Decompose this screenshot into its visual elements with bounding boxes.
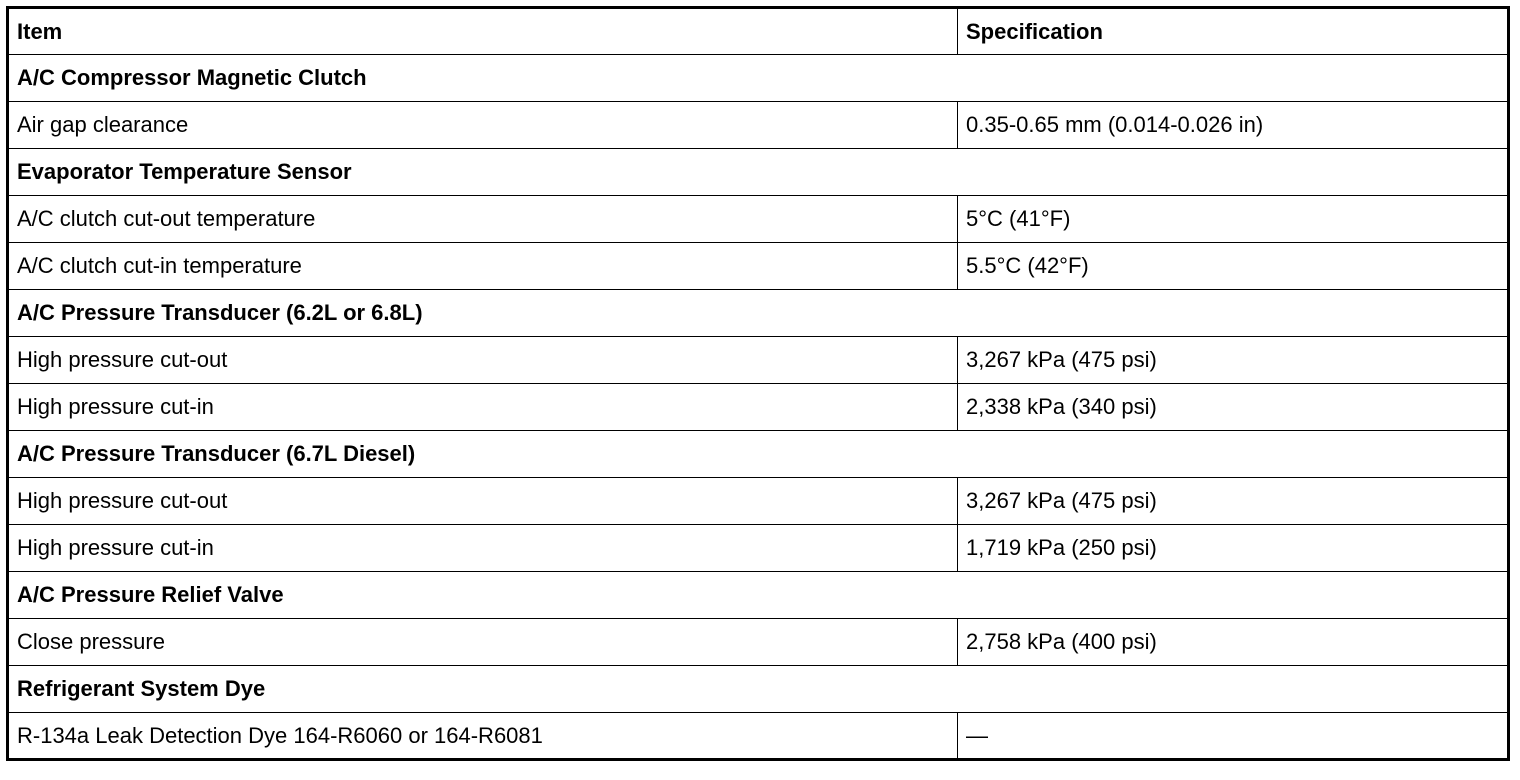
group-header-row [8, 290, 1509, 337]
table-row [8, 713, 1509, 760]
specification-cell: 2,758 kPa (400 psi) [958, 619, 1509, 666]
specification-cell: 5°C (41°F) [958, 196, 1509, 243]
group-header-row [8, 149, 1509, 196]
group-header-row [8, 666, 1509, 713]
specification-cell: 1,719 kPa (250 psi) [958, 525, 1509, 572]
item-cell: Air gap clearance [8, 102, 958, 149]
table-row [8, 619, 1509, 666]
specification-cell: 3,267 kPa (475 psi) [958, 337, 1509, 384]
group-label: A/C Pressure Transducer (6.7L Diesel) [8, 431, 1509, 478]
column-header-item: Item [8, 8, 958, 55]
item-cell: High pressure cut-in [8, 525, 958, 572]
column-header-specification: Specification [958, 8, 1509, 55]
table-row [8, 102, 1509, 149]
group-label: A/C Pressure Relief Valve [8, 572, 1509, 619]
group-label: Refrigerant System Dye [8, 666, 1509, 713]
table-row [8, 196, 1509, 243]
table-body [8, 55, 1509, 760]
specification-cell: — [958, 713, 1509, 760]
table-row [8, 337, 1509, 384]
specification-table [6, 6, 1510, 761]
table-row [8, 243, 1509, 290]
item-cell: A/C clutch cut-in temperature [8, 243, 958, 290]
specification-cell: 0.35-0.65 mm (0.014-0.026 in) [958, 102, 1509, 149]
group-label: Evaporator Temperature Sensor [8, 149, 1509, 196]
group-label: A/C Compressor Magnetic Clutch [8, 55, 1509, 102]
header-row [8, 8, 1509, 55]
item-cell: High pressure cut-in [8, 384, 958, 431]
specification-cell: 2,338 kPa (340 psi) [958, 384, 1509, 431]
item-cell: R-134a Leak Detection Dye 164-R6060 or 164-R6081 [8, 713, 958, 760]
item-cell: A/C clutch cut-out temperature [8, 196, 958, 243]
item-cell: Close pressure [8, 619, 958, 666]
table-row [8, 478, 1509, 525]
item-cell: High pressure cut-out [8, 478, 958, 525]
group-label: A/C Pressure Transducer (6.2L or 6.8L) [8, 290, 1509, 337]
table-row [8, 384, 1509, 431]
item-cell: High pressure cut-out [8, 337, 958, 384]
group-header-row [8, 55, 1509, 102]
group-header-row [8, 572, 1509, 619]
specification-cell: 5.5°C (42°F) [958, 243, 1509, 290]
group-header-row [8, 431, 1509, 478]
table-row [8, 525, 1509, 572]
specification-cell: 3,267 kPa (475 psi) [958, 478, 1509, 525]
